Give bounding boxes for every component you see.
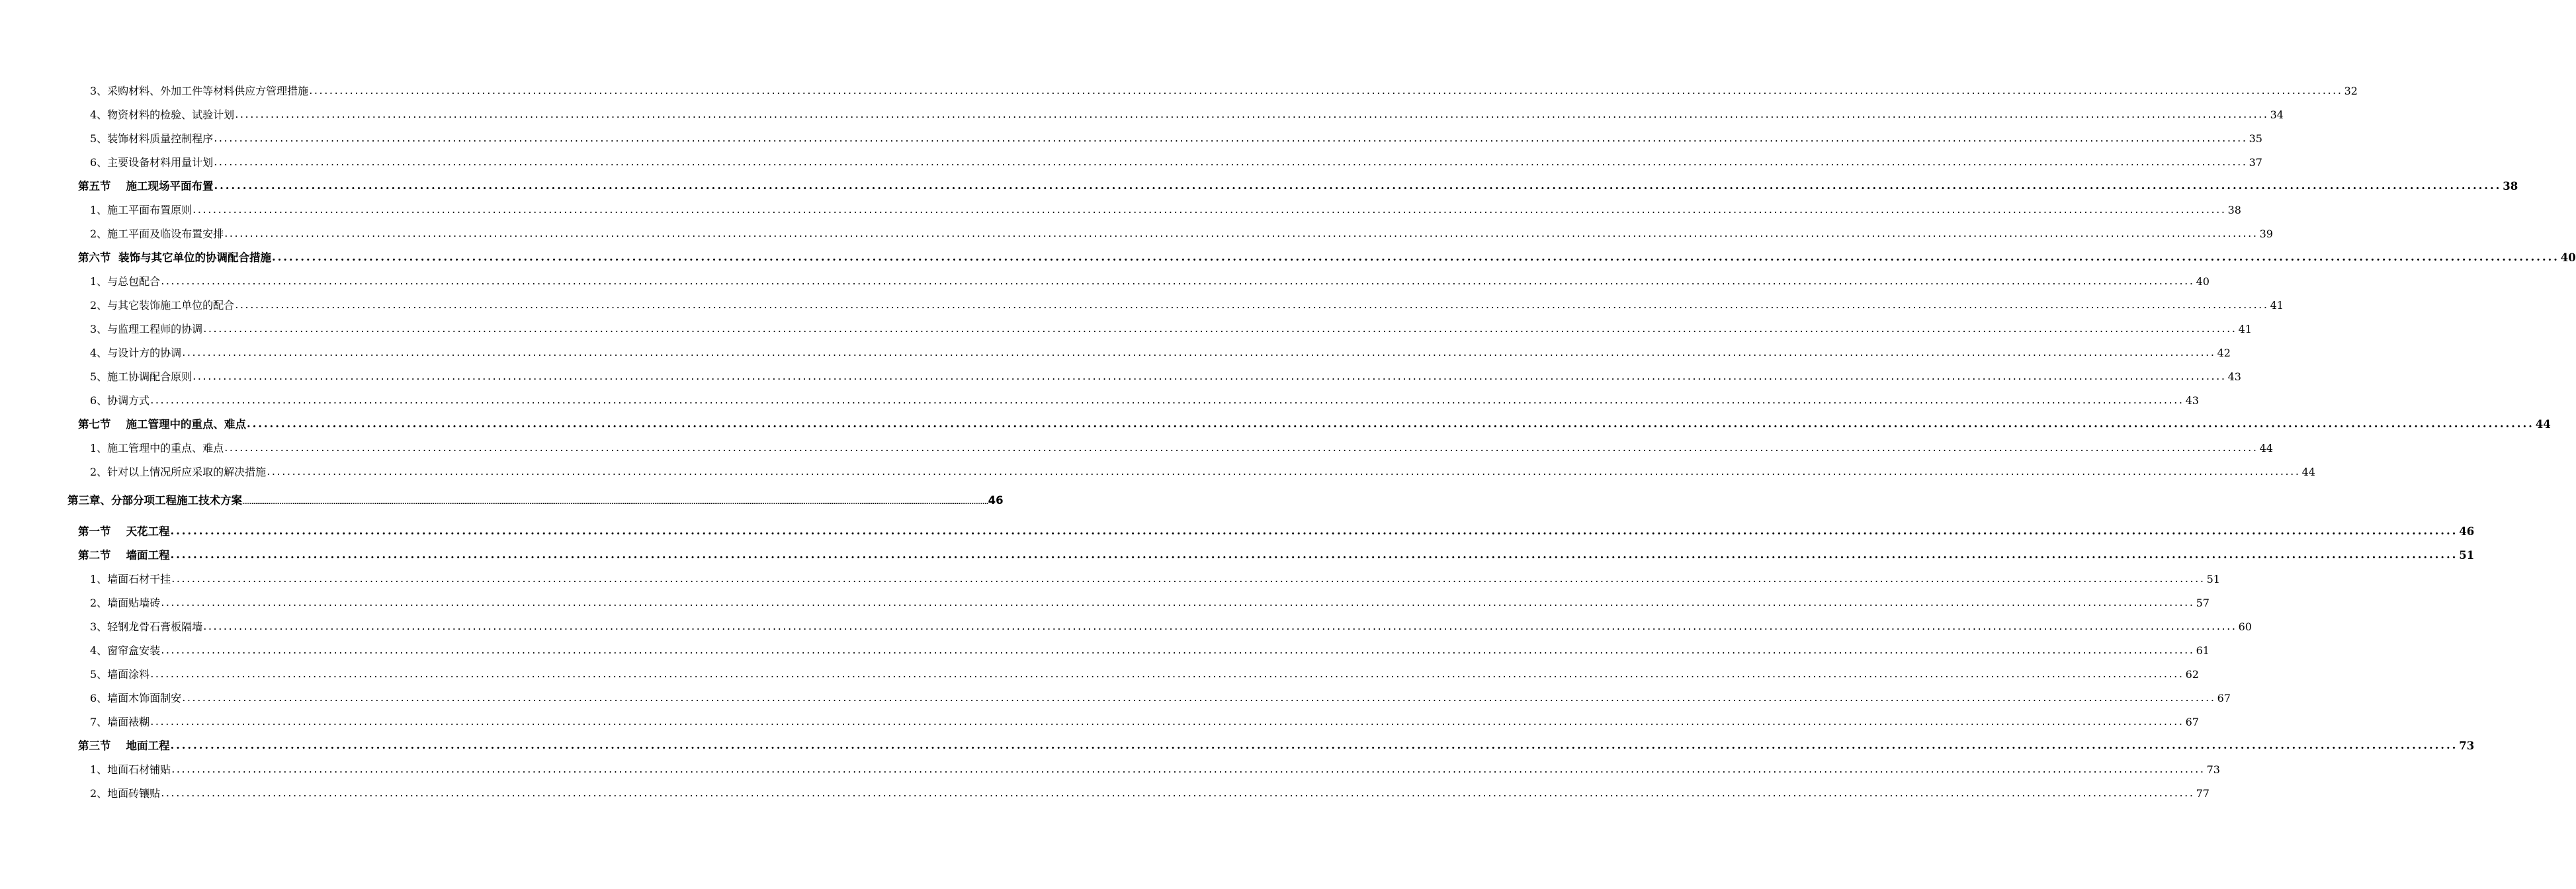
toc-section-entry[interactable] bbox=[78, 548, 2475, 564]
toc-dot-leader: ................................................................................................................................................................................................................................................................................................................................................................................................................ bbox=[161, 275, 2195, 287]
toc-entry[interactable] bbox=[90, 667, 2199, 683]
toc-entry[interactable] bbox=[90, 595, 2210, 611]
toc-entry-title: 2、墙面贴墙砖 bbox=[90, 597, 161, 609]
toc-dot-leader: ................................................................................................................................................................................................................................................................................................................................................................................................................ bbox=[214, 179, 2502, 192]
toc-dot-leader: ................................................................................................................................................................................................................................................................................................................................................................................................................ bbox=[272, 251, 2559, 263]
toc-dot-leader: ................................................................................................................................................................................................................................................................................................................................................................................................................ bbox=[150, 394, 2184, 406]
toc-dot-leader: ................................................................................................................................................................................................................................................................................................................................................................................................................ bbox=[235, 108, 2269, 120]
toc-page-number: 46 bbox=[2459, 525, 2475, 538]
toc-entry[interactable] bbox=[90, 762, 2220, 778]
toc-entry-title: 4、物资材料的检验、试验计划 bbox=[90, 108, 235, 121]
toc-entry[interactable] bbox=[90, 131, 2262, 147]
toc-page-number: 38 bbox=[2227, 204, 2241, 216]
toc-entry[interactable] bbox=[90, 226, 2273, 242]
toc-entry-title: 3、轻钢龙骨石膏板隔墙 bbox=[90, 620, 203, 633]
toc-entry-title: 4、与设计方的协调 bbox=[90, 347, 182, 359]
toc-dot-leader: ................................................................................................................................................................................................................................................................................................................................................................................................................ bbox=[193, 203, 2227, 216]
toc-dot-leader: ................................................................................................................................................................................................................................................................................................................................................................................................................ bbox=[224, 441, 2258, 454]
toc-entry-title: 1、施工管理中的重点、难点 bbox=[90, 442, 224, 454]
toc-dot-leader: ................................................................................................................................................................................................................................................................................................................................................................................................................ bbox=[203, 322, 2237, 335]
toc-section-entry[interactable] bbox=[78, 250, 2576, 266]
toc-entry[interactable] bbox=[90, 441, 2273, 456]
toc-entry[interactable] bbox=[90, 572, 2220, 587]
toc-entry[interactable] bbox=[90, 274, 2210, 290]
toc-dot-leader: ................................................................................................................................................................................................................................................................................................................................................................................................................ bbox=[171, 572, 2206, 585]
toc-entry-title: 3、采购材料、外加工件等材料供应方管理措施 bbox=[90, 85, 309, 97]
toc-page-number: 38 bbox=[2503, 180, 2518, 192]
toc-page-number: 77 bbox=[2196, 787, 2210, 800]
toc-entry[interactable] bbox=[90, 202, 2241, 218]
toc-page-number: 35 bbox=[2249, 132, 2262, 145]
toc-dot-leader: ................................................................................................................................................................................................................................................................................................................................................................................................................ bbox=[193, 370, 2227, 382]
toc-page-number: 62 bbox=[2185, 668, 2199, 681]
toc-entry[interactable] bbox=[90, 786, 2210, 802]
toc-page-number: 34 bbox=[2270, 108, 2284, 121]
toc-page-number: 41 bbox=[2238, 323, 2252, 335]
toc-page-number: 46 bbox=[988, 494, 1004, 507]
toc-dot-leader: ................................................................................................................................................................................................................................................................................................................................................................................................................ bbox=[170, 739, 2458, 751]
toc-page-number: 44 bbox=[2535, 418, 2551, 431]
toc-page-number: 57 bbox=[2196, 597, 2210, 609]
toc-entry[interactable] bbox=[90, 155, 2262, 171]
toc-section-entry[interactable] bbox=[78, 417, 2551, 433]
toc-section-title: 第五节 施工现场平面布置 bbox=[78, 180, 214, 192]
toc-chapter-title: 第三章、分部分项工程施工技术方案 bbox=[67, 494, 242, 507]
toc-entry[interactable] bbox=[90, 714, 2199, 730]
toc-page-number: 73 bbox=[2459, 740, 2475, 752]
toc-page-number: 43 bbox=[2227, 370, 2241, 383]
toc-entry[interactable] bbox=[90, 83, 2358, 99]
toc-entry-title: 4、窗帘盒安装 bbox=[90, 644, 161, 657]
toc-page-number: 44 bbox=[2259, 442, 2273, 454]
toc-section-title: 第七节 施工管理中的重点、难点 bbox=[78, 418, 246, 431]
toc-entry-title: 6、墙面木饰面制安 bbox=[90, 692, 182, 704]
toc-page-number: 60 bbox=[2238, 620, 2252, 633]
toc-dot-leader: ................................................................................................................................................................................................................................................................................................................................................................................................................ bbox=[214, 132, 2248, 144]
toc-entry-title: 2、地面砖镶贴 bbox=[90, 787, 161, 800]
toc-dot-leader: ................................................................................................................................................................................................................................................................................................................................................................................................................ bbox=[182, 691, 2216, 704]
toc-section-title: 第三节 地面工程 bbox=[78, 740, 170, 752]
toc-entry-title: 2、施工平面及临设布置安排 bbox=[90, 228, 224, 240]
toc-page-number: 41 bbox=[2270, 299, 2284, 312]
toc-entry[interactable] bbox=[90, 369, 2241, 385]
toc-dot-leader: ................................................................................................................................................................................................................................................................................................................................................................................................................ bbox=[309, 84, 2343, 97]
toc-entry[interactable] bbox=[90, 298, 2284, 314]
toc-entry[interactable] bbox=[90, 345, 2231, 361]
toc-dot-leader: ................................................................................................................................................................................................................................................................................................................................................................................................................ bbox=[246, 417, 2534, 430]
toc-entry[interactable] bbox=[90, 321, 2252, 337]
toc-dot-leader: ................................................................................................................................................................................................................................................................................................................................................................................................................ bbox=[214, 155, 2248, 168]
toc-entry[interactable] bbox=[90, 107, 2284, 123]
toc-dot-leader: ................................................................................................................................................................................................................................................................................................................................................................................................................ bbox=[182, 346, 2216, 359]
toc-dot-leader: ................................................................................................................................................................................................................................................................................................................................................................................................................ bbox=[242, 499, 988, 506]
toc-section-entry[interactable] bbox=[78, 179, 2518, 194]
toc-entry-title: 5、墙面涂料 bbox=[90, 668, 150, 681]
toc-page-number: 32 bbox=[2344, 85, 2358, 97]
toc-entry[interactable] bbox=[90, 464, 2315, 480]
toc-dot-leader: ................................................................................................................................................................................................................................................................................................................................................................................................................ bbox=[171, 763, 2206, 775]
toc-entry-title: 6、主要设备材料用量计划 bbox=[90, 156, 214, 169]
toc-dot-leader: ................................................................................................................................................................................................................................................................................................................................................................................................................ bbox=[170, 548, 2458, 561]
toc-page-number: 61 bbox=[2196, 644, 2210, 657]
toc-section-title: 第一节 天花工程 bbox=[78, 525, 170, 538]
toc-entry-title: 2、针对以上情况所应采取的解决措施 bbox=[90, 466, 267, 478]
toc-page-number: 40 bbox=[2560, 251, 2576, 264]
toc-dot-leader: ................................................................................................................................................................................................................................................................................................................................................................................................................ bbox=[267, 465, 2301, 478]
toc-page-number: 51 bbox=[2206, 573, 2220, 585]
toc-entry[interactable] bbox=[90, 619, 2252, 635]
toc-page-number: 67 bbox=[2217, 692, 2231, 704]
toc-entry-title: 1、与总包配合 bbox=[90, 275, 161, 288]
toc-entry-title: 3、与监理工程师的协调 bbox=[90, 323, 203, 335]
toc-page-number: 51 bbox=[2459, 549, 2475, 562]
toc-dot-leader: ................................................................................................................................................................................................................................................................................................................................................................................................................ bbox=[150, 667, 2184, 680]
toc-entry-title: 6、协调方式 bbox=[90, 394, 150, 407]
toc-page-number: 40 bbox=[2196, 275, 2210, 288]
toc-dot-leader: ................................................................................................................................................................................................................................................................................................................................................................................................................ bbox=[235, 298, 2269, 311]
toc-page-number: 73 bbox=[2206, 763, 2220, 776]
toc-section-title: 第六节 装饰与其它单位的协调配合措施 bbox=[78, 251, 271, 264]
toc-dot-leader: ................................................................................................................................................................................................................................................................................................................................................................................................................ bbox=[161, 596, 2195, 609]
toc-entry[interactable] bbox=[90, 393, 2199, 409]
toc-dot-leader: ................................................................................................................................................................................................................................................................................................................................................................................................................ bbox=[203, 620, 2237, 632]
toc-dot-leader: ................................................................................................................................................................................................................................................................................................................................................................................................................ bbox=[161, 786, 2195, 799]
toc-dot-leader: ................................................................................................................................................................................................................................................................................................................................................................................................................ bbox=[170, 525, 2458, 537]
toc-entry-title: 2、与其它装饰施工单位的配合 bbox=[90, 299, 235, 312]
toc-chapter-entry[interactable] bbox=[67, 493, 1004, 509]
toc-page-number: 44 bbox=[2301, 466, 2315, 478]
toc-entry[interactable] bbox=[90, 691, 2231, 706]
toc-page-number: 43 bbox=[2185, 394, 2199, 407]
toc-section-title: 第二节 墙面工程 bbox=[78, 549, 170, 562]
toc-entry-title: 5、装饰材料质量控制程序 bbox=[90, 132, 214, 145]
toc-page-number: 37 bbox=[2249, 156, 2262, 169]
toc-section-entry[interactable] bbox=[78, 524, 2475, 540]
toc-page-number: 67 bbox=[2185, 716, 2199, 728]
toc-page-number: 42 bbox=[2217, 347, 2231, 359]
toc-entry-title: 1、墙面石材干挂 bbox=[90, 573, 171, 585]
toc-entry[interactable] bbox=[90, 643, 2210, 659]
toc-page-number: 39 bbox=[2259, 228, 2273, 240]
toc-entry-title: 1、地面石材铺贴 bbox=[90, 763, 171, 776]
toc-dot-leader: ................................................................................................................................................................................................................................................................................................................................................................................................................ bbox=[161, 644, 2195, 656]
toc-section-entry[interactable] bbox=[78, 738, 2475, 754]
toc-dot-leader: ................................................................................................................................................................................................................................................................................................................................................................................................................ bbox=[224, 227, 2258, 239]
toc-entry-title: 1、施工平面布置原则 bbox=[90, 204, 193, 216]
toc-entry-title: 5、施工协调配合原则 bbox=[90, 370, 193, 383]
toc-entry-title: 7、墙面裱糊 bbox=[90, 716, 150, 728]
toc-dot-leader: ................................................................................................................................................................................................................................................................................................................................................................................................................ bbox=[150, 715, 2184, 728]
